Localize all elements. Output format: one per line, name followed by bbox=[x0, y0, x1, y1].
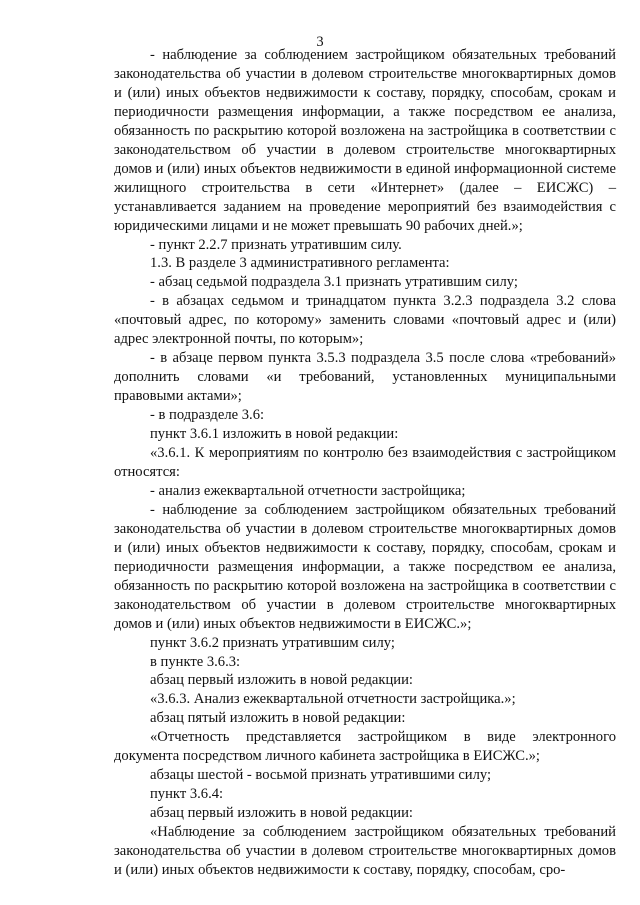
page-number: 3 bbox=[316, 34, 324, 50]
paragraph-item-3-6-3-text: «3.6.3. Анализ ежеквартальной отчетности застройщика.»; bbox=[150, 691, 516, 708]
paragraph-first-abzac-new: абзац первый изложить в новой редакции: bbox=[150, 672, 413, 689]
paragraph-first-abzac-new-2: абзац первый изложить в новой редакции: bbox=[150, 805, 413, 822]
paragraph-subsection-3-1: - абзац седьмой подраздела 3.1 признать утратившим силу; bbox=[150, 274, 518, 291]
paragraph-abzacs-6-8: абзацы шестой - восьмой признать утратившими силу; bbox=[150, 767, 492, 784]
paragraph-reporting-text: «Отчетность представляется застройщиком в виде электронного документа посредством личного кабинета застройщика в ЕИСЖС.»; bbox=[114, 729, 616, 765]
paragraph-observation-continued: «Наблюдение за соблюдением застройщиком обязательных требований законодательства об участии в долевом строительстве многоквартирных домов и (или) иных объектов недвижимости к составу, порядку, способам, сро- bbox=[114, 824, 616, 878]
paragraph-fifth-abzac-new: абзац пятый изложить в новой редакции: bbox=[150, 710, 406, 727]
paragraph-section-1-3: 1.3. В разделе 3 административного регламента: bbox=[150, 255, 450, 272]
paragraph-item-3-5-3: - в абзаце первом пункта 3.5.3 подраздела 3.5 после слова «требований» дополнить словами «и требований, установленных муниципальными правовыми актами»; bbox=[114, 350, 616, 405]
paragraph-subsection-3-6: - в подразделе 3.6: bbox=[150, 407, 265, 424]
paragraph-item-2-2-7: - пункт 2.2.7 признать утратившим силу. bbox=[150, 236, 402, 253]
paragraph-item-3-6-4: пункт 3.6.4: bbox=[150, 786, 224, 803]
paragraph-item-3-2-3: - в абзацах седьмом и тринадцатом пункта 3.2.3 подраздела 3.2 слова «почтовый адрес, по которому» заменить словами «почтовый адрес и (или) адрес электронной почты, по которым»; bbox=[114, 293, 616, 348]
paragraph-observation-eisjs: - наблюдение за соблюдением застройщиком обязательных требований законодательства об участии в долевом строительстве многоквартирных домов и (или) иных объектов недвижимости к составу, порядку, способам, срокам и периодичности размещения информации, а также посредством ее анализа, обязанность по раскрытию которой возложена на застройщика в соответствии с законодательством об участии в долевом строительстве многоквартирных домов и (или) иных объектов недвижимости в ЕИСЖС.»; bbox=[114, 501, 616, 632]
paragraph-item-3-6-1-text: «3.6.1. К мероприятиям по контролю без взаимодействия с застройщиком относятся: bbox=[114, 445, 616, 480]
paragraph-item-3-6-3-intro: в пункте 3.6.3: bbox=[150, 653, 241, 670]
paragraph-observation-definition: - наблюдение за соблюдением застройщиком обязательных требований законодательства об участии в долевом строительстве многоквартирных домов и (или) иных объектов недвижимости к составу, порядку, способам, срокам и периодичности размещения информации, а также посредством ее анализа, обязанность по раскрытию которой возложена на застройщика в соответствии с законодательством об участии в долевом строительстве многоквартирных домов и (или) иных объектов недвижимости в единой информационной системе жилищного строительства в сети «Интернет» (далее – ЕИСЖС) – устанавливается заданием на проведение мероприятий без взаимодействия с юридическими лицами и не может превышать 90 рабочих дней.»; bbox=[114, 47, 616, 234]
paragraph-quarterly-report-analysis: - анализ ежеквартальной отчетности застройщика; bbox=[150, 482, 466, 499]
paragraph-item-3-6-2: пункт 3.6.2 признать утратившим силу; bbox=[150, 634, 395, 651]
paragraph-item-3-6-1-intro: пункт 3.6.1 изложить в новой редакции: bbox=[150, 426, 399, 443]
document-body bbox=[114, 46, 616, 880]
